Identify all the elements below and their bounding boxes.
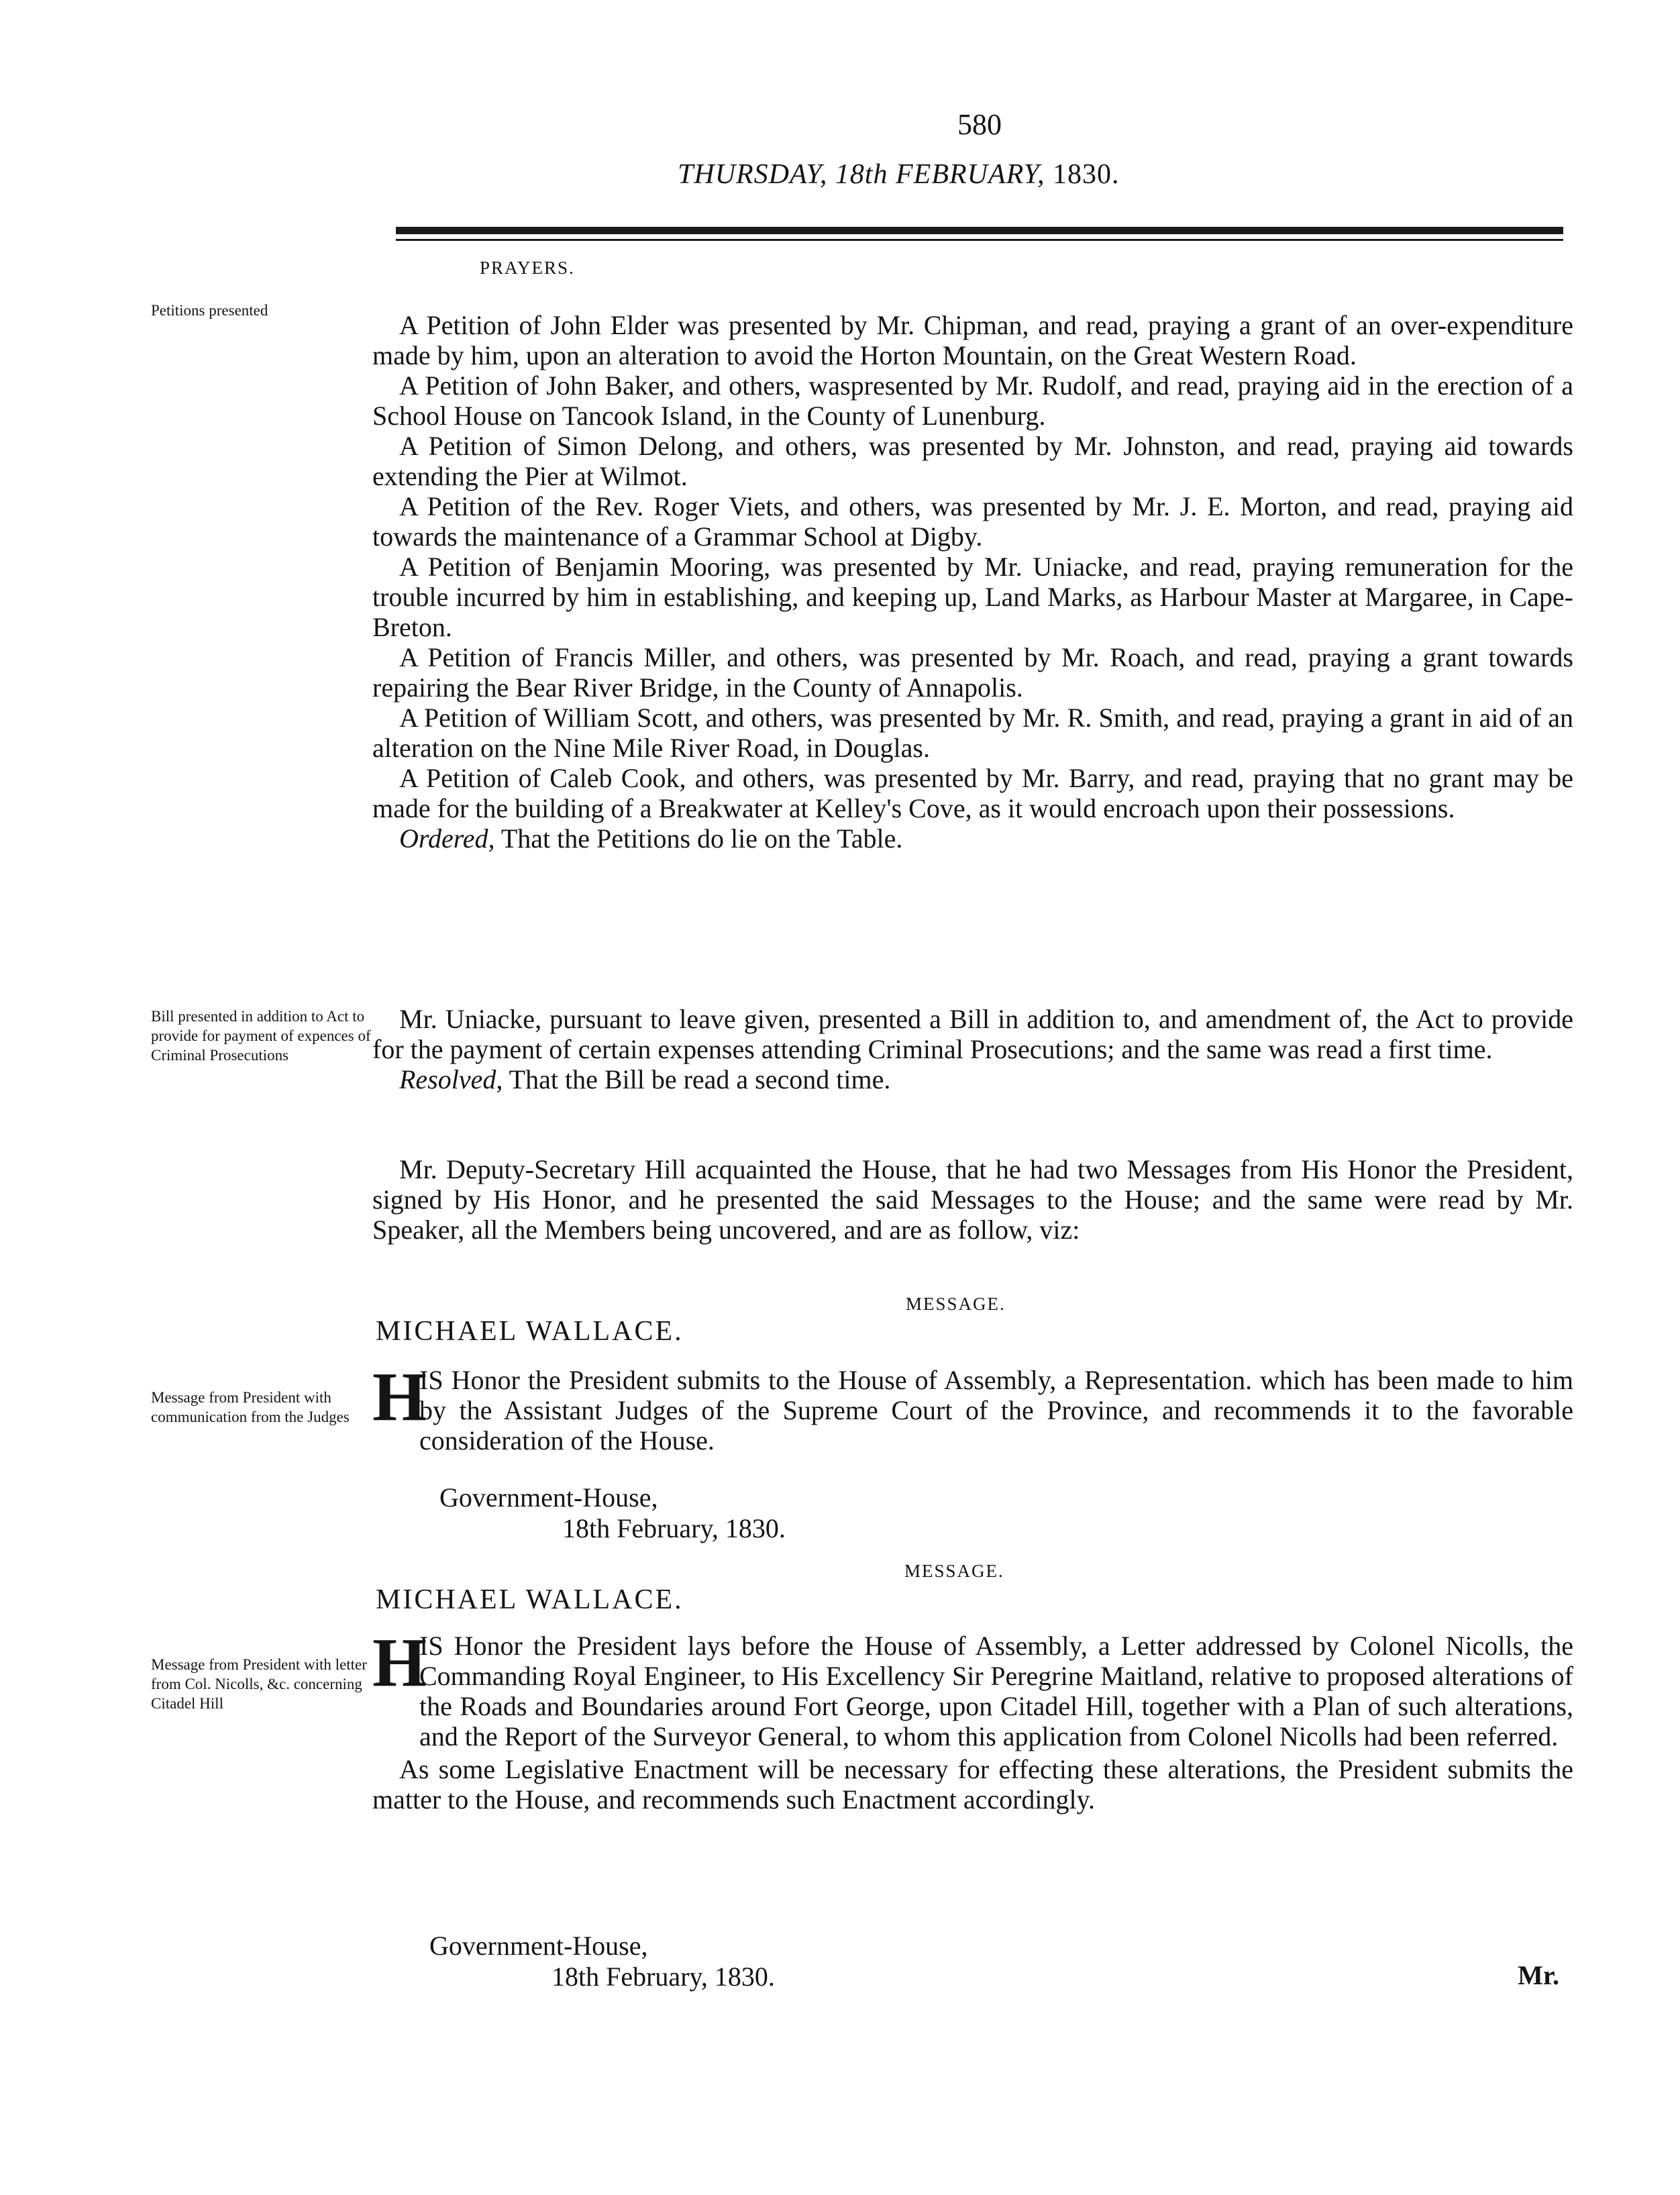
heading-rule-thick	[396, 227, 1563, 234]
ordered-word: Ordered,	[399, 823, 495, 854]
message1-heading: MESSAGE.	[906, 1294, 1006, 1314]
petition-paragraph: A Petition of Benjamin Mooring, was presented by Mr. Uniacke, and read, praying remuneration for the trouble incurred by him in establishing, and keeping up, Land Marks, as Harbour Master at Margaree, in Cape-Breton.	[372, 552, 1573, 642]
ordered-text: That the Petitions do lie on the Table.	[501, 823, 903, 854]
petition-paragraph: A Petition of William Scott, and others, was presented by Mr. R. Smith, and read, praying a grant in aid of an alteration on the Nine Mile River Road, in Douglas.	[372, 703, 1573, 763]
margin-note-petitions: Petitions presented	[151, 302, 268, 319]
resolved-word: Resolved,	[399, 1064, 503, 1094]
date-heading	[678, 158, 1120, 191]
petition-paragraph: A Petition of John Elder was presented by Mr. Chipman, and read, praying a grant of an over-expenditure made by him, upon an alteration to avoid the Horton Mountain, on the Great Western Road.	[372, 310, 1573, 370]
margin-note-message1: Message from President with communication from the Judges	[151, 1389, 350, 1425]
message1-dropcap: H	[372, 1358, 427, 1435]
heading-rule-thin	[396, 239, 1563, 241]
prayers-heading: PRAYERS.	[480, 258, 575, 278]
message1-body	[372, 1358, 1573, 1456]
date-year: 1830.	[1053, 159, 1120, 190]
message1-place: Government-House,	[439, 1482, 658, 1513]
message1-date: 18th February, 1830.	[562, 1513, 786, 1543]
message2-place: Government-House,	[429, 1931, 648, 1961]
ordered-paragraph	[372, 823, 1573, 854]
page-number: 580	[957, 108, 1002, 141]
message2-date: 18th February, 1830.	[552, 1961, 775, 1992]
margin-note-message2: Message from President with letter from Col. Nicolls, &c. concerning Citadel Hill	[151, 1656, 367, 1712]
message2-sender: MICHAEL WALLACE.	[376, 1584, 684, 1615]
date-day: THURSDAY,	[678, 159, 828, 190]
petition-paragraph: A Petition of Francis Miller, and others, was presented by Mr. Roach, and read, praying a grant towards repairing the Bear River Bridge, in the County of Annapolis.	[372, 642, 1573, 703]
petition-paragraph: A Petition of the Rev. Roger Viets, and others, was presented by Mr. J. E. Morton, and read, praying aid towards the maintenance of a Grammar School at Digby.	[372, 491, 1573, 552]
message2-text2: As some Legislative Enactment will be necessary for effecting these alterations, the President submits the matter to the House, and recommends such Enactment accordingly.	[372, 1754, 1573, 1815]
petition-paragraph: A Petition of Caleb Cook, and others, was presented by Mr. Barry, and read, praying that no grant may be made for the building of a Breakwater at Kelley's Cove, as it would encroach upon their possessions.	[372, 763, 1573, 823]
deputy-section	[372, 1154, 1573, 1245]
resolved-paragraph	[372, 1064, 1573, 1094]
message1-sender: MICHAEL WALLACE.	[376, 1316, 684, 1347]
message2-text: IS Honor the President lays before the House of Assembly, a Letter addressed by Colonel Nicolls, the Commanding Royal Engineer, to His Excellency Sir Peregrine Maitland, relative to proposed alterations of the Roads and Boundaries around Fort George, upon Citadel Hill, together with a Plan of such alterations, and the Report of the Surveyor General, to whom this application from Colonel Nicolls had been referred.	[419, 1631, 1573, 1751]
message2-text-block	[372, 1624, 1573, 1751]
message1-text-block	[372, 1358, 1573, 1456]
date-month: FEBRUARY,	[896, 159, 1045, 190]
bill-section	[372, 1004, 1573, 1094]
petition-paragraph: A Petition of Simon Delong, and others, was presented by Mr. Johnston, and read, praying aid towards extending the Pier at Wilmot.	[372, 431, 1573, 491]
message2-body	[372, 1624, 1573, 1815]
message2-dropcap: H	[372, 1624, 427, 1701]
margin-note-bill: Bill presented in addition to Act to provide for payment of expences of Criminal Prosecutions	[151, 1008, 371, 1064]
date-num: 18th	[835, 159, 888, 190]
resolved-text: That the Bill be read a second time.	[509, 1064, 891, 1094]
message1-text: IS Honor the President submits to the House of Assembly, a Representation. which has been made to him by the Assistant Judges of the Supreme Court of the Province, and recommends it to the favorable consideration of the House.	[419, 1365, 1573, 1456]
bill-paragraph: Mr. Uniacke, pursuant to leave given, presented a Bill in addition to, and amendment of, the Act to provide for the payment of certain expenses attending Criminal Prosecutions; and the same was read a first time.	[372, 1004, 1573, 1064]
deputy-paragraph: Mr. Deputy-Secretary Hill acquainted the House, that he had two Messages from His Honor the President, signed by His Honor, and he presented the said Messages to the House; and the same were read by Mr. Speaker, all the Members being uncovered, and are as follow, viz:	[372, 1154, 1573, 1245]
catchword: Mr.	[1518, 1960, 1559, 1990]
message2-heading: MESSAGE.	[904, 1561, 1004, 1581]
petition-paragraph: A Petition of John Baker, and others, waspresented by Mr. Rudolf, and read, praying aid in the erection of a School House on Tancook Island, in the County of Lunenburg.	[372, 370, 1573, 431]
petitions-section	[372, 310, 1573, 854]
